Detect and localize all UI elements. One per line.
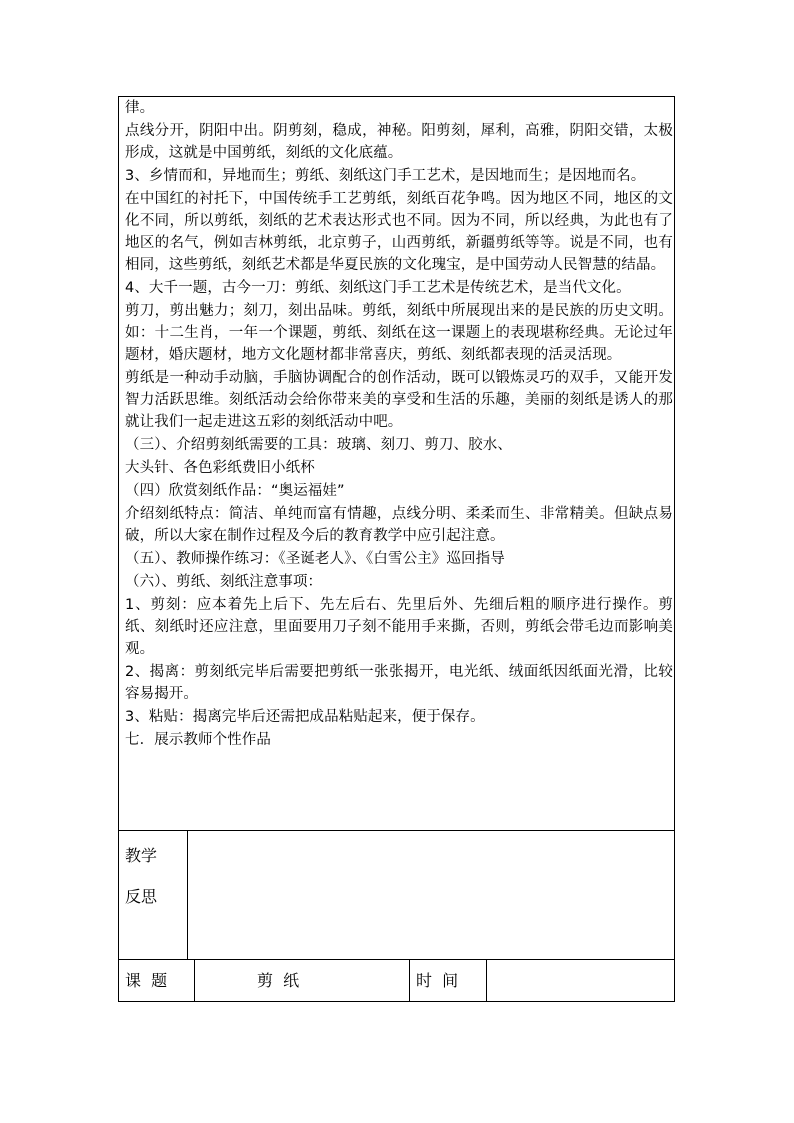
time-value-cell bbox=[487, 960, 674, 1002]
paragraph: 剪纸是一种动手动脑，手脑协调配合的创作活动，既可以锻炼灵巧的双手，又能开发智力活跃思维。刻纸活动会给你带来美的享受和生活的乐趣，美丽的刻纸是诱人的那就让我们一起走进这五彩的刻纸活动中吧。 bbox=[125, 370, 673, 430]
paragraph: 七．展示教师个性作品 bbox=[125, 732, 271, 748]
time-label-cell bbox=[410, 960, 487, 1002]
topic-label-cell bbox=[119, 960, 195, 1002]
teaching-reflection-row bbox=[118, 831, 675, 960]
paragraph: 3、粘贴：揭离完毕后还需把成品粘贴起来，便于保存。 bbox=[125, 709, 485, 725]
paragraph: （五）、教师操作练习：《圣诞老人》、《白雪公主》巡回指导 bbox=[125, 551, 505, 567]
lesson-content-cell bbox=[118, 96, 675, 831]
paragraph: 1、剪刻：应本着先上后下、先左后右、先里后外、先细后粗的顺序进行操作。剪纸、刻纸时还应注意，里面要用刀子刻不能用手来撕，否则，剪纸会带毛边而影响美观。 bbox=[125, 597, 673, 657]
lesson-content bbox=[125, 97, 673, 751]
reflection-label-line2: 反思 bbox=[125, 887, 158, 906]
paragraph: 剪刀，剪出魅力；刻刀，刻出品味。剪纸，刻纸中所展现出来的是民族的历史文明。如：十二生肖，一年一个课题，剪纸、刻纸在这一课题上的表现堪称经典。无论过年题材，婚庆题材，地方文化题材都非常喜庆，剪纸、刻纸都表现的活灵活现。 bbox=[125, 303, 673, 363]
topic-value: 剪 纸 bbox=[257, 971, 300, 990]
time-label: 时 间 bbox=[416, 971, 459, 990]
paragraph: （三）、介绍剪刻纸需要的工具：玻璃、刻刀、剪刀、胶水、 bbox=[125, 437, 512, 453]
lesson-meta-row bbox=[118, 959, 675, 1002]
paragraph: 点线分开，阴阳中出。阴剪刻，稳成，神秘。阳剪刻，犀利，高雅，阴阳交错，太极形成，这就是中国剪纸，刻纸的文化底蕴。 bbox=[125, 123, 673, 161]
reflection-label-line1: 教学 bbox=[125, 846, 158, 865]
topic-value-cell bbox=[195, 960, 410, 1002]
paragraph: （六）、剪纸、刻纸注意事项： bbox=[125, 574, 323, 590]
paragraph: 介绍刻纸特点：简洁、单纯而富有情趣，点线分明、柔柔而生、非常精美。但缺点易破，所以大家在制作过程及今后的教育教学中应引起注意。 bbox=[125, 506, 673, 544]
paragraph: 2、揭离：剪刻纸完毕后需要把剪纸一张张揭开，电光纸、绒面纸因纸面光滑，比较容易揭开。 bbox=[125, 664, 673, 702]
paragraph: 律。 bbox=[125, 100, 155, 116]
paragraph: 大头针、各色彩纸费旧小纸杯 bbox=[125, 460, 315, 476]
paragraph: 在中国红的衬托下，中国传统手工艺剪纸，刻纸百花争鸣。因为地区不同，地区的文化不同，所以剪纸，刻纸的艺术表达形式也不同。因为不同，所以经典，为此也有了地区的名气，例如吉林剪纸，北京剪子，山西剪纸，新疆剪纸等等。说是不同，也有相同，这些剪纸，刻纸艺术都是华夏民族的文化瑰宝，是中国劳动人民智慧的结晶。 bbox=[125, 191, 673, 273]
reflection-label-cell bbox=[119, 831, 188, 959]
topic-label: 课 题 bbox=[125, 971, 168, 990]
paragraph: 4、大千一题，古今一刀：剪纸、刻纸这门手工艺术是传统艺术，是当代文化。 bbox=[125, 280, 631, 296]
paragraph: 3、乡情而和，异地而生；剪纸、刻纸这门手工艺术，是因地而生；是因地而名。 bbox=[125, 168, 646, 184]
paragraph: （四）欣赏刻纸作品：“奥运福娃” bbox=[125, 483, 345, 499]
